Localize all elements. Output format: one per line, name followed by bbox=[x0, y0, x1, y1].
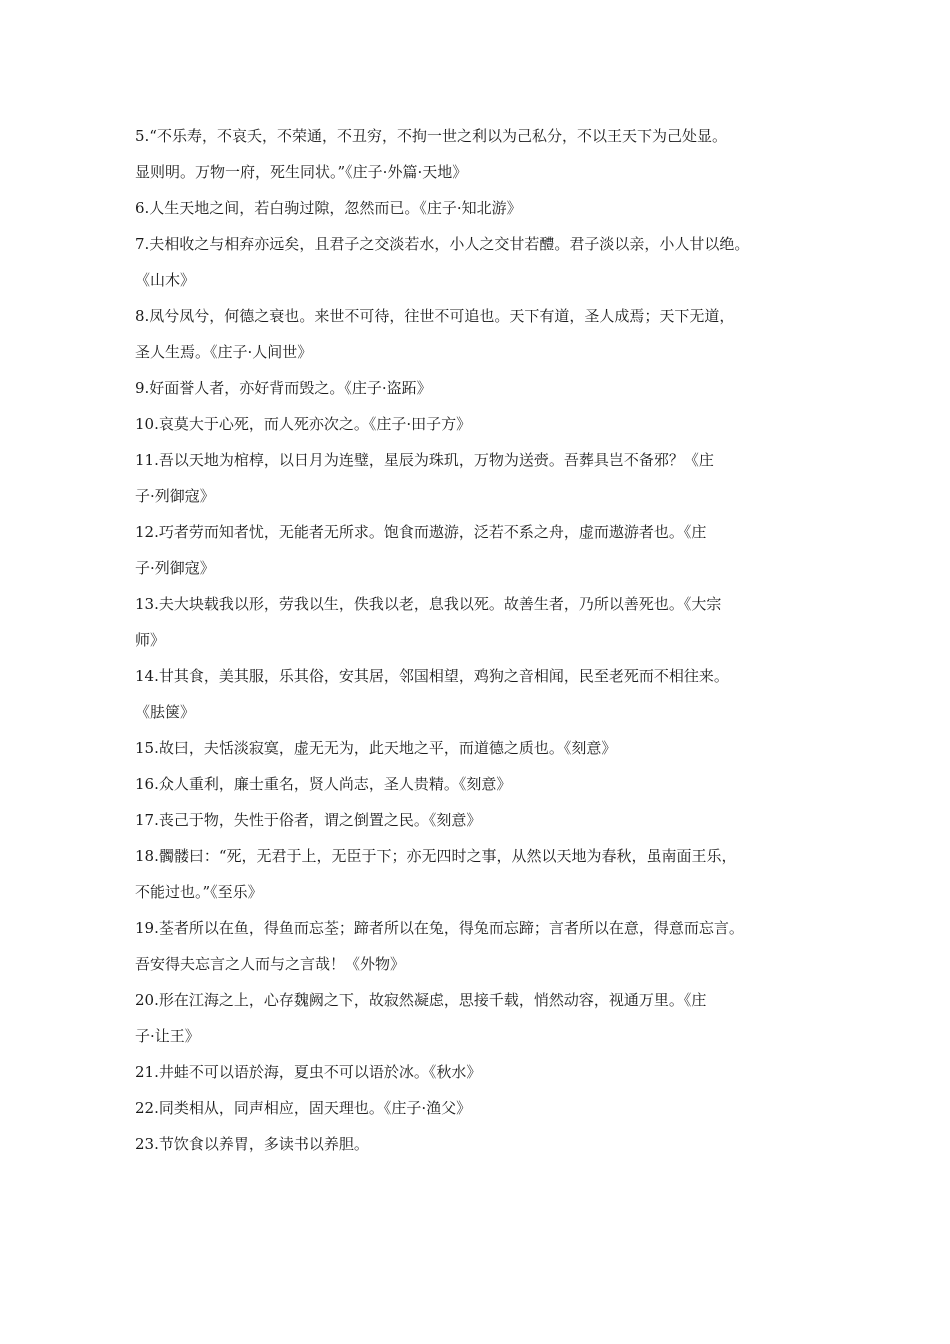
quote-7 bbox=[135, 226, 835, 298]
quote-line: 圣人生焉。《庄子·人间世》 bbox=[135, 343, 313, 361]
quote-line: 21.井蛙不可以语於海，夏虫不可以语於冰。《秋水》 bbox=[135, 1063, 482, 1081]
quote-line: 10.哀莫大于心死，而人死亦次之。《庄子·田子方》 bbox=[135, 415, 472, 433]
quote-12 bbox=[135, 514, 835, 586]
quote-19 bbox=[135, 910, 835, 982]
quote-line: 17.丧己于物，失性于俗者，谓之倒置之民。《刻意》 bbox=[135, 811, 482, 829]
quote-line: 12.巧者劳而知者忧，无能者无所求。饱食而遨游，泛若不系之舟，虚而遨游者也。《庄 bbox=[135, 523, 707, 541]
quote-11 bbox=[135, 442, 835, 514]
quote-line: 11.吾以天地为棺椁，以日月为连璧，星辰为珠玑，万物为送赍。吾葬具岂不备邪？《庄 bbox=[135, 451, 714, 469]
quote-23 bbox=[135, 1126, 835, 1162]
quote-6 bbox=[135, 190, 835, 226]
quote-17 bbox=[135, 802, 835, 838]
quote-18 bbox=[135, 838, 835, 910]
quote-line: 不能过也。”《至乐》 bbox=[135, 883, 263, 901]
quote-line: 子·列御寇》 bbox=[135, 559, 215, 577]
quote-22 bbox=[135, 1090, 835, 1126]
quote-line: 子·让王》 bbox=[135, 1027, 200, 1045]
quote-10 bbox=[135, 406, 835, 442]
quote-line: 13.夫大块载我以形，劳我以生，佚我以老，息我以死。故善生者，乃所以善死也。《大宗 bbox=[135, 595, 722, 613]
quote-14 bbox=[135, 658, 835, 730]
quote-line: 吾安得夫忘言之人而与之言哉！《外物》 bbox=[135, 955, 406, 973]
quote-line: 9.好面誉人者，亦好背而毁之。《庄子·盗跖》 bbox=[135, 379, 432, 397]
quote-line: 19.荃者所以在鱼，得鱼而忘荃；蹄者所以在兔，得兔而忘蹄；言者所以在意，得意而忘言。 bbox=[135, 919, 744, 937]
quote-line: 师》 bbox=[135, 631, 166, 649]
quote-15 bbox=[135, 730, 835, 766]
quote-line: 《胠箧》 bbox=[135, 703, 196, 721]
quote-line: 23.节饮食以养胃，多读书以养胆。 bbox=[135, 1135, 369, 1153]
quote-21 bbox=[135, 1054, 835, 1090]
quote-line: 20.形在江海之上，心存魏阙之下，故寂然凝虑，思接千载，悄然动容，视通万里。《庄 bbox=[135, 991, 707, 1009]
quote-line: 16.众人重利，廉士重名，贤人尚志，圣人贵精。《刻意》 bbox=[135, 775, 512, 793]
quote-line: 6.人生天地之间，若白驹过隙，忽然而已。《庄子·知北游》 bbox=[135, 199, 522, 217]
quote-line: 子·列御寇》 bbox=[135, 487, 215, 505]
quote-line: 14.甘其食，美其服，乐其俗，安其居，邻国相望，鸡狗之音相闻，民至老死而不相往来。 bbox=[135, 667, 729, 685]
quote-line: 7.夫相收之与相弃亦远矣，且君子之交淡若水，小人之交甘若醴。君子淡以亲，小人甘以绝。 bbox=[135, 235, 750, 253]
quote-13 bbox=[135, 586, 835, 658]
quote-5 bbox=[135, 118, 835, 190]
quote-line: 《山木》 bbox=[135, 271, 196, 289]
quote-line: 8.凤兮凤兮，何德之衰也。来世不可待，往世不可追也。天下有道，圣人成焉；天下无道， bbox=[135, 307, 735, 325]
quote-line: 18.髑髅曰：“死，无君于上，无臣于下；亦无四时之事，从然以天地为春秋，虽南面王乐， bbox=[135, 847, 737, 865]
document-page bbox=[135, 118, 835, 1162]
quote-16 bbox=[135, 766, 835, 802]
quote-line: 15.故曰，夫恬淡寂寞，虚无无为，此天地之平，而道德之质也。《刻意》 bbox=[135, 739, 617, 757]
quote-20 bbox=[135, 982, 835, 1054]
quote-line: 22.同类相从，同声相应，固天理也。《庄子·渔父》 bbox=[135, 1099, 472, 1117]
quote-8 bbox=[135, 298, 835, 370]
quote-line: 5.“不乐寿，不哀夭，不荣通，不丑穷，不拘一世之利以为己私分，不以王天下为己处显。 bbox=[135, 127, 727, 145]
quote-line: 显则明。万物一府，死生同状。”《庄子·外篇·天地》 bbox=[135, 163, 468, 181]
quote-9 bbox=[135, 370, 835, 406]
